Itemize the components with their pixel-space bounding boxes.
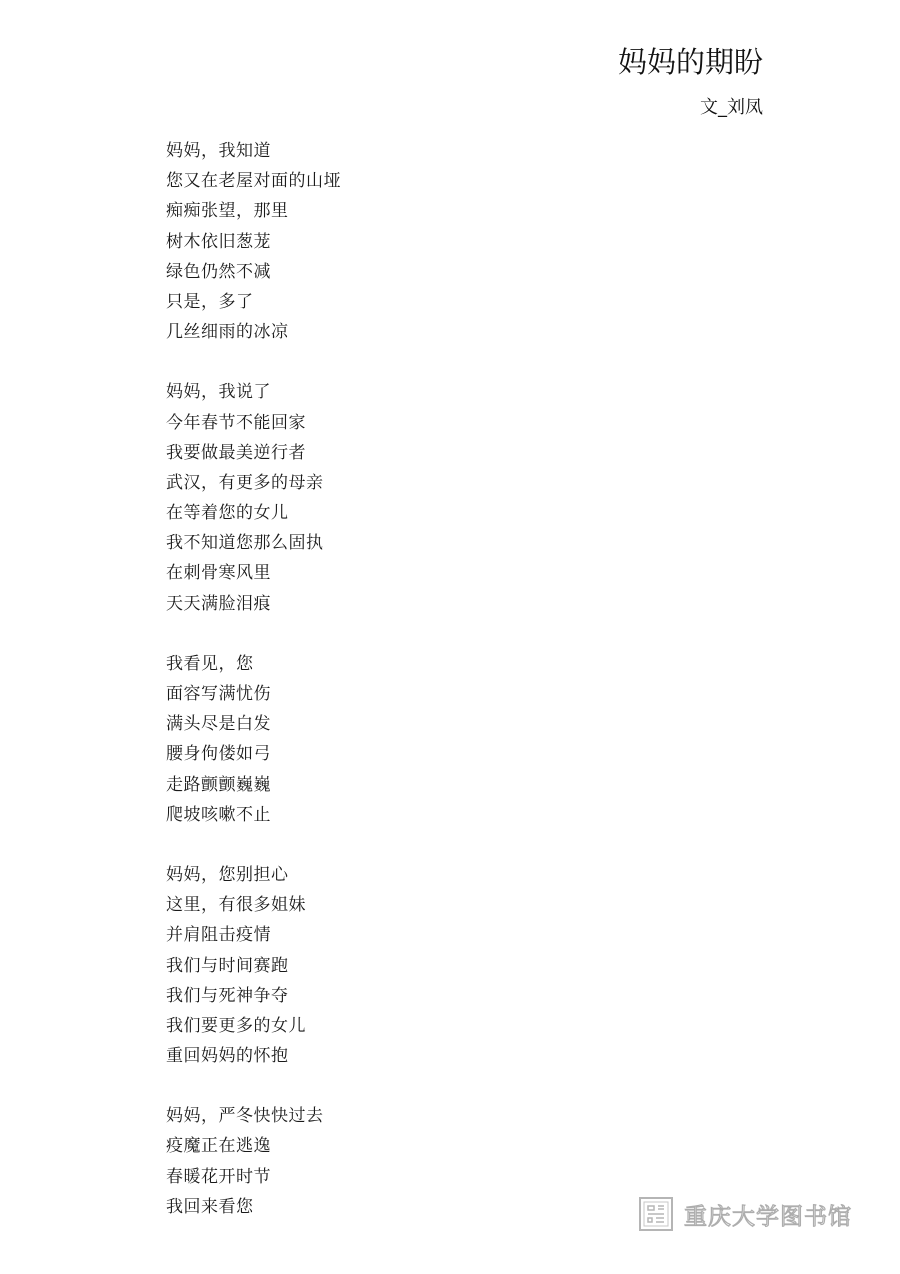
poem-line: 几丝细雨的冰凉	[166, 322, 289, 343]
poem-line: 天天满脸泪痕	[166, 593, 271, 614]
library-watermark	[638, 1193, 852, 1235]
poem-line: 您又在老屋对面的山垭	[166, 171, 341, 192]
stanza-4	[166, 860, 726, 1071]
poem-line: 面容写满忧伤	[166, 684, 271, 704]
library-seal-icon	[638, 1195, 674, 1233]
poem-line: 春暖花开时节	[166, 1166, 271, 1187]
stanza-2	[166, 377, 726, 619]
poem-line: 重回妈妈的怀抱	[166, 1046, 289, 1067]
poem-line: 我要做最美逆行者	[166, 442, 306, 463]
poem-line: 我看见，您	[166, 653, 254, 674]
poem-line: 只是，多了	[166, 291, 254, 312]
poem-line: 我们与时间赛跑	[166, 955, 289, 976]
poem-line: 并肩阻击疫情	[166, 925, 271, 946]
poem-line: 我们与死神争夺	[166, 985, 289, 1006]
poem-line: 妈妈，我知道	[166, 141, 271, 161]
poem-line: 我们要更多的女儿	[166, 1015, 306, 1036]
poem-line: 这里，有很多姐妹	[166, 895, 306, 916]
document-title: 妈妈的期盼	[617, 45, 763, 79]
poem-line: 妈妈，严冬快快过去	[166, 1106, 324, 1127]
poem-line: 我不知道您那么固执	[166, 533, 324, 554]
poem-line: 爬坡咳嗽不止	[166, 804, 271, 825]
poem-line: 痴痴张望，那里	[166, 201, 289, 222]
poem-line: 腰身佝偻如弓	[166, 744, 271, 765]
poem-line: 我回来看您	[166, 1196, 254, 1217]
poem-line: 妈妈，我说了	[166, 382, 271, 403]
stanza-1	[166, 136, 726, 347]
stanza-3	[166, 649, 726, 830]
poem-line: 满头尽是白发	[166, 714, 271, 735]
poem-line: 今年春节不能回家	[166, 412, 306, 433]
poem-line: 绿色仍然不减	[166, 261, 271, 282]
poem-line: 武汉，有更多的母亲	[166, 472, 324, 493]
poem-line: 在等着您的女儿	[166, 503, 289, 524]
poem-line: 妈妈，您别担心	[166, 864, 289, 885]
poem-body	[166, 136, 726, 1252]
poem-line: 走路颤颤巍巍	[166, 774, 271, 795]
poem-line: 树木依旧葱茏	[166, 231, 271, 252]
poem-line: 在刺骨寒风里	[166, 563, 271, 584]
watermark-text: 重庆大学图书馆	[684, 1203, 852, 1230]
poem-line: 疫魔正在逃逸	[166, 1136, 271, 1157]
document-author: 文_刘凤	[700, 97, 763, 118]
